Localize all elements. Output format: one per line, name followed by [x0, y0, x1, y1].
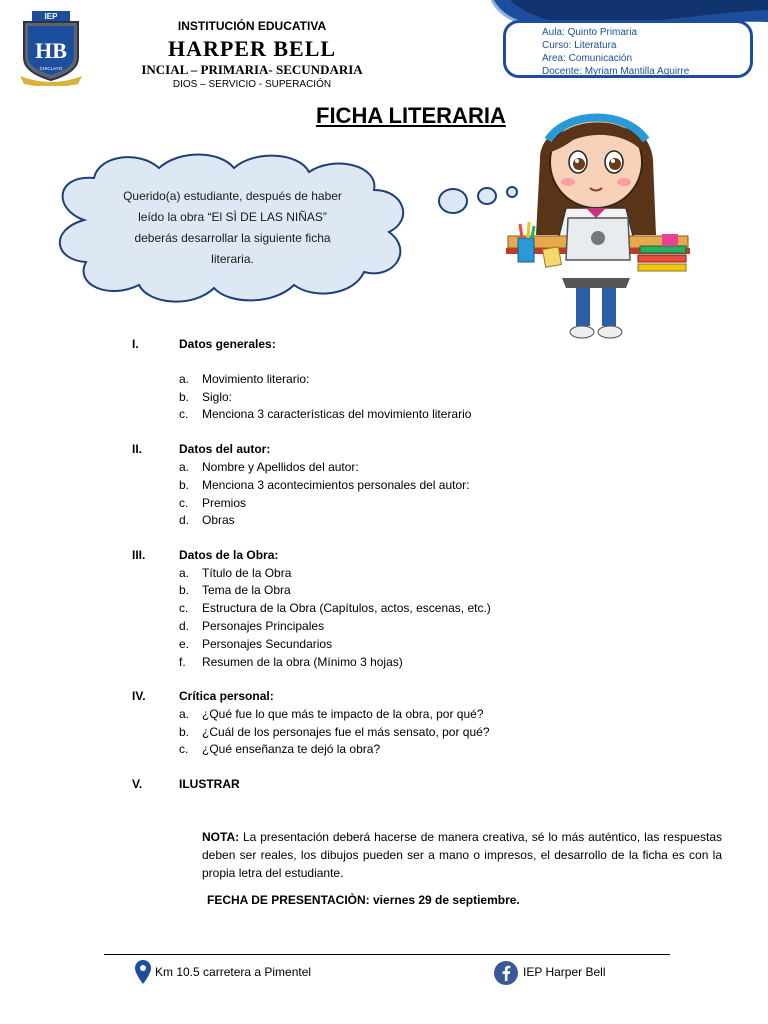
- section-number: I.: [132, 337, 139, 351]
- school-logo: [18, 10, 84, 86]
- course-info-box: [503, 20, 753, 78]
- cloud-line: deberás desarrollar la siguiente ficha: [134, 231, 331, 245]
- institution-label: INSTITUCIÓN EDUCATIVA: [177, 19, 327, 33]
- info-area: Area: Comunicación: [542, 53, 633, 64]
- footer-address: Km 10.5 carretera a Pimentel: [155, 965, 312, 979]
- list-item: a. Título de la Obra: [179, 566, 292, 580]
- section-heading: ILUSTRAR: [179, 777, 240, 791]
- footer-facebook[interactable]: IEP Harper Bell: [523, 965, 606, 979]
- info-curso: Curso: Literatura: [542, 40, 617, 51]
- student-illustration: [498, 100, 698, 345]
- list-item: b. Siglo:: [179, 390, 233, 404]
- note-paragraph: [202, 828, 722, 882]
- list-item: b. Menciona 3 acontecimientos personales del autor:: [179, 478, 470, 492]
- logo-city: CHICLAYO: [39, 66, 63, 71]
- section-heading: Datos generales:: [179, 337, 276, 351]
- facebook-icon[interactable]: [494, 961, 518, 985]
- list-item: c. Premios: [179, 496, 247, 510]
- section-heading: Datos de la Obra:: [179, 548, 279, 562]
- info-docente: Docente: Myriam Mantilla Aguirre: [542, 66, 690, 77]
- section-number: V.: [132, 777, 143, 791]
- list-item: b. Tema de la Obra: [179, 583, 291, 597]
- list-item: d. Personajes Principales: [179, 619, 325, 633]
- due-date: FECHA DE PRESENTACIÒN: viernes 29 de septiembre.: [207, 893, 520, 907]
- page-title: FICHA LITERARIA: [316, 103, 506, 128]
- section-number: II.: [132, 442, 143, 456]
- list-item: c. ¿Qué enseñanza te dejó la obra?: [179, 742, 381, 756]
- cloud-line: Querido(a) estudiante, después de haber: [123, 189, 342, 203]
- list-item: a. ¿Qué fue lo que más te impacto de la obra, por qué?: [179, 707, 484, 721]
- list-item: d. Obras: [179, 513, 235, 527]
- section-heading: Crítica personal:: [179, 689, 274, 703]
- location-pin-icon: [135, 960, 151, 984]
- school-motto: DIOS – SERVICIO - SUPERACIÓN: [172, 79, 332, 90]
- list-item: c. Estructura de la Obra (Capítulos, actos, escenas, etc.): [179, 601, 491, 615]
- cloud-line: leído la obra “El SÌ DE LAS NIÑAS”: [138, 210, 327, 224]
- list-item: b. ¿Cuál de los personajes fue el más sensato, por qué?: [179, 725, 490, 739]
- list-item: f. Resumen de la obra (Mínimo 3 hojas): [179, 655, 403, 669]
- cloud-line: literaria.: [211, 252, 254, 266]
- list-item: a. Nombre y Apellidos del autor:: [179, 460, 359, 474]
- footer-divider: [104, 954, 670, 955]
- cloud-message: [105, 186, 360, 270]
- section-number: III.: [132, 548, 146, 562]
- logo-iep-text: IEP: [44, 12, 58, 21]
- note-label: NOTA:: [202, 830, 240, 844]
- school-name: HARPER BELL: [167, 36, 337, 61]
- note-text: La presentación deberá hacerse de manera creativa, sé lo más auténtico, las respuestas deben ser reales, los dibujos pueden ser a mano o impresos, el desarrollo de la ficha es con la propia letra del estudiante.: [202, 830, 722, 880]
- logo-letters: HB: [35, 38, 67, 63]
- section-heading: Datos del autor:: [179, 442, 271, 456]
- section-number: IV.: [132, 689, 146, 703]
- list-item: e. Personajes Secundarios: [179, 637, 333, 651]
- list-item: a. Movimiento literario:: [179, 372, 310, 386]
- list-item: c. Menciona 3 características del movimiento literario: [179, 407, 472, 421]
- school-levels: INCIAL – PRIMARIA- SECUNDARIA: [141, 62, 363, 77]
- info-aula: Aula: Quinto Primaria: [542, 27, 638, 38]
